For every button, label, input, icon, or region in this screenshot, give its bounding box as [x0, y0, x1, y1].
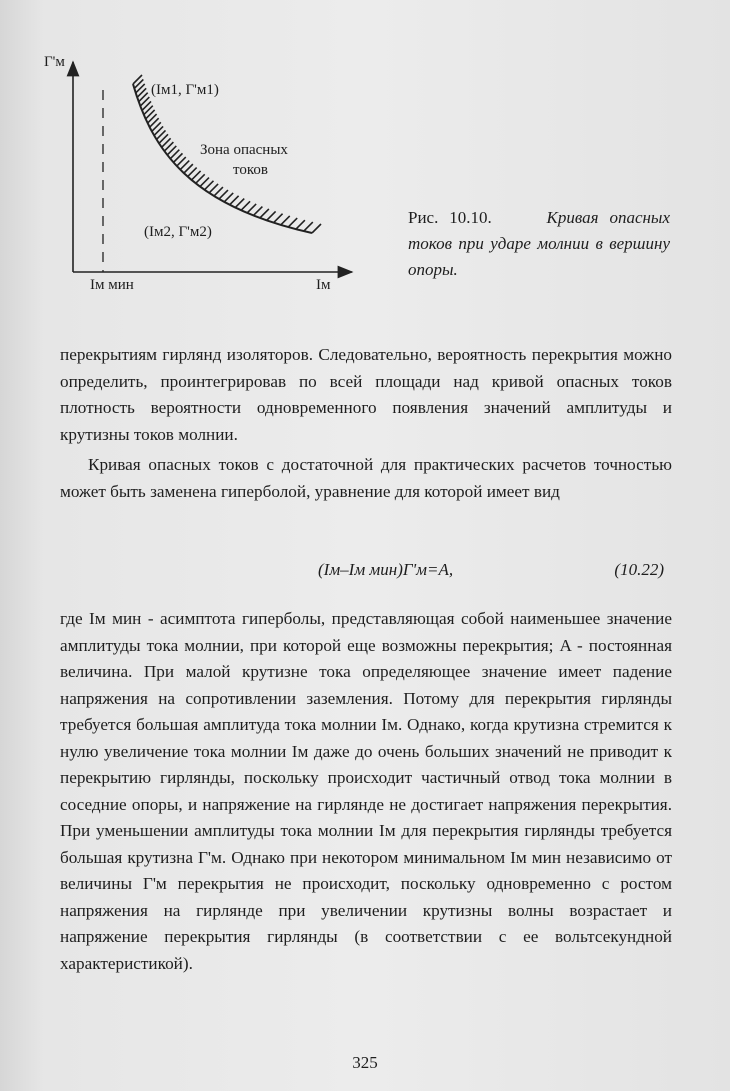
- danger-current-figure: [40, 50, 370, 310]
- hatch-tick: [281, 216, 290, 225]
- paragraph-1-text: перекрытиям гирлянд изоляторов. Следовательно, вероятность перекрытия можно определить, проинтегрировав по всей площади над кривой опасных токов плотность вероятности одновременного появления значений амплитуды и крутизны токов молнии.: [60, 345, 672, 444]
- point1-label: (Iм1, Г'м1): [151, 82, 219, 98]
- caption-number: Рис. 10.10.: [408, 208, 492, 227]
- caption-text: Кривая опасных токов при ударе молнии в вершину опоры.: [408, 208, 670, 279]
- hatch-tick: [296, 220, 305, 229]
- hatch-tick: [196, 174, 205, 183]
- hatch-tick: [200, 178, 209, 187]
- hatch-tick: [219, 190, 228, 199]
- paragraph-3-text: где Iм мин - асимптота гиперболы, представляющая собой наименьшее значение амплитуды тока молнии, при которой еще возможны перекрытия; A - постоянная величина. При малой крутизне тока определяющее значение имеет падение напряжения на сопротивлении заземления. Потому для перекрытия гирлянды требуется большая амплитуда тока молнии Iм. Однако, когда крутизна стремится к нулю увеличение тока молнии Iм даже до очень больших значений не приводит к перекрытию гирлянды, поскольку происходит частичный отвод тока молнии в соседние опоры, и напряжение на гирлянде не достигает напряжения перекрытия. При уменьшении амплитуды тока молнии Iм для перекрытия гирлянды требуется большая крутизна Г'м. Однако при некотором минимальном Iм мин независимо от величины Г'м перекрытия не происходит, поскольку одновременно с ростом напряжения на гирлянде при увеличении крутизны волны возрастает и напряжение перекрытия гирлянды (в соответствии с ее вольтсекундной характеристикой).: [60, 609, 672, 973]
- zone-label-line2: токов: [233, 162, 268, 178]
- zone-label-line1: Зона опасных: [200, 142, 288, 158]
- hatch-tick: [253, 207, 262, 216]
- paragraph-3: [60, 606, 672, 977]
- figure-caption: [408, 205, 670, 283]
- paragraph-2-text: Кривая опасных токов с достаточной для практических расчетов точностью может быть заменена гиперболой, уравнение для которой имеет вид: [60, 455, 672, 501]
- hatch-tick: [247, 204, 256, 213]
- hatch-tick: [230, 196, 239, 205]
- hatch-tick: [274, 214, 283, 223]
- hatch-tick: [214, 187, 223, 196]
- hatch-tick: [304, 222, 313, 231]
- hatch-tick: [312, 224, 321, 233]
- x-axis-label: Iм: [316, 277, 331, 293]
- paragraph-2: [60, 452, 672, 505]
- paragraph-1: [60, 342, 672, 448]
- formula-number: (10.22): [614, 560, 664, 579]
- hatch-tick: [224, 193, 233, 202]
- hatch-tick: [204, 181, 213, 190]
- x-min-label: Iм мин: [90, 277, 134, 293]
- y-axis-label: Г'м: [44, 54, 65, 70]
- hatch-tick: [235, 199, 244, 208]
- hatch-tick: [209, 184, 218, 193]
- formula-expression: (Iм–Iм мин)Г'м=A,: [318, 560, 454, 579]
- hatch-tick: [288, 218, 297, 227]
- page-number: 325: [352, 1053, 378, 1072]
- hatch-tick: [260, 209, 269, 218]
- hatch-tick: [241, 201, 250, 210]
- hatch-tick: [267, 211, 276, 220]
- formula-10-22: [60, 560, 672, 588]
- point2-label: (Iм2, Г'м2): [144, 224, 212, 240]
